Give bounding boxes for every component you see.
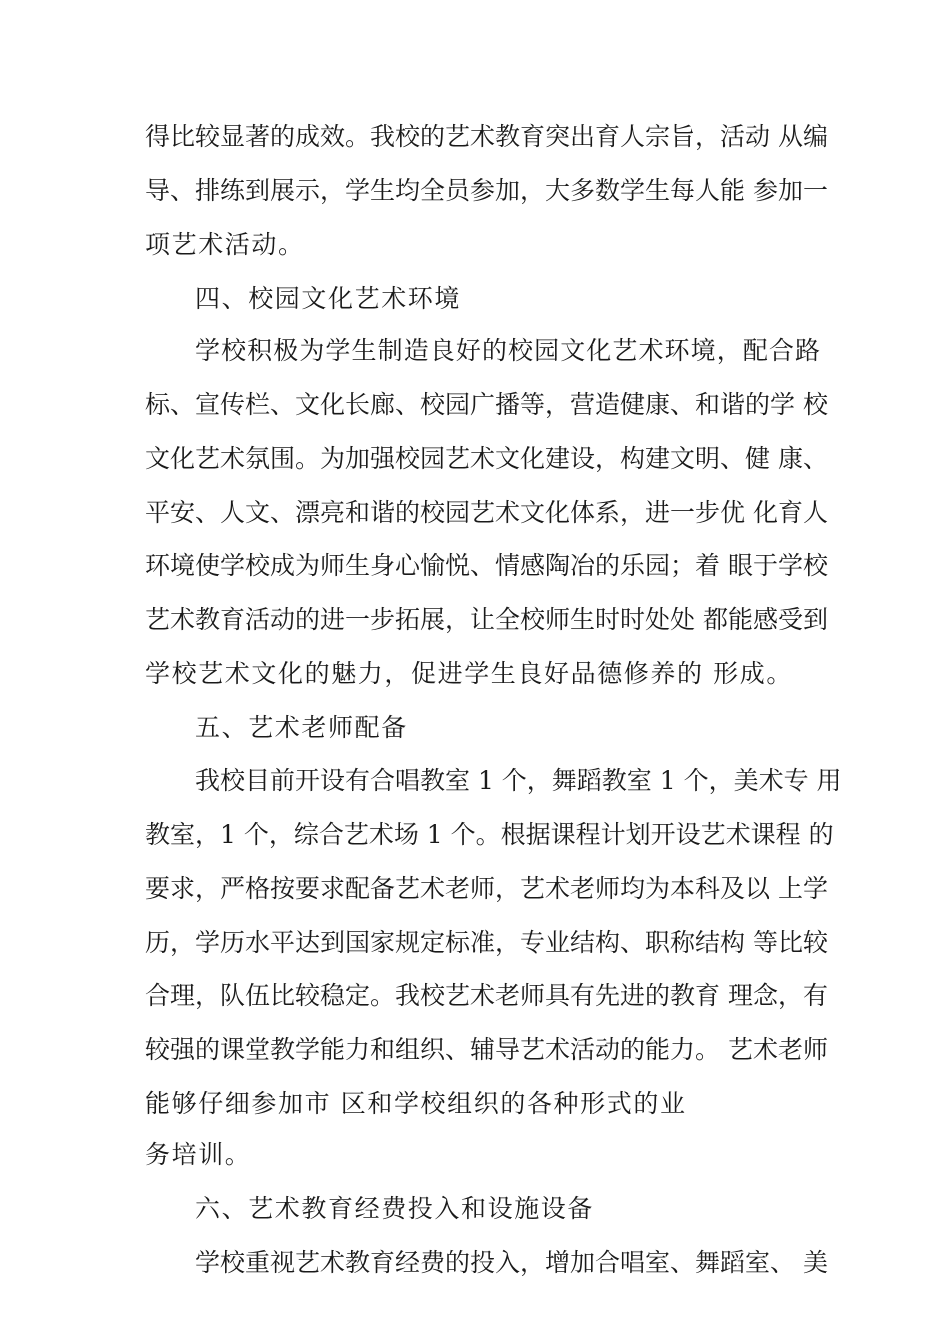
section-heading: 四、校园文化艺术环境 xyxy=(195,284,462,313)
paragraph-line: 我校目前开设有合唱教室 1 个，舞蹈教室 1 个，美术专 用 xyxy=(195,766,842,795)
paragraph-line: 艺术教育活动的进一步拓展，让全校师生时时处处 都能感受到 xyxy=(145,605,828,634)
section-heading: 六、艺术教育经费投入和设施设备 xyxy=(195,1194,595,1223)
paragraph-line: 要求，严格按要求配备艺术老师，艺术老师均为本科及以 上学 xyxy=(145,874,828,903)
paragraph-line: 项艺术活动。 xyxy=(145,230,305,259)
paragraph-line: 务培训。 xyxy=(145,1140,252,1169)
section-heading: 五、艺术老师配备 xyxy=(195,713,408,742)
paragraph-line: 学校重视艺术教育经费的投入，增加合唱室、舞蹈室、 美 xyxy=(195,1248,828,1277)
paragraph-line: 学校艺术文化的魅力，促进学生良好品德修养的 形成。 xyxy=(145,659,793,688)
paragraph-line: 文化艺术氛围。为加强校园艺术文化建设，构建文明、健 康、 xyxy=(145,444,828,473)
paragraph-line: 能够仔细参加市 区和学校组织的各种形式的业 xyxy=(145,1089,687,1118)
paragraph-line: 导、排练到展示，学生均全员参加，大多数学生每人能 参加一 xyxy=(145,176,828,205)
paragraph-line: 较强的课堂教学能力和组织、辅导艺术活动的能力。 艺术老师 xyxy=(145,1035,828,1064)
paragraph-line: 环境使学校成为师生身心愉悦、情感陶冶的乐园；着 眼于学校 xyxy=(145,551,828,580)
paragraph-line: 学校积极为学生制造良好的校园文化艺术环境，配合路 xyxy=(195,336,820,365)
paragraph-line: 得比较显著的成效。我校的艺术教育突出育人宗旨，活动 从编 xyxy=(145,122,828,151)
paragraph-line: 教室，1 个，综合艺术场 1 个。根据课程计划开设艺术课程 的 xyxy=(145,820,834,849)
paragraph-line: 合理，队伍比较稳定。我校艺术老师具有先进的教育 理念，有 xyxy=(145,981,828,1010)
paragraph-line: 历，学历水平达到国家规定标准，专业结构、职称结构 等比较 xyxy=(145,928,828,957)
paragraph-line: 平安、人文、漂亮和谐的校园艺术文化体系，进一步优 化育人 xyxy=(145,498,828,527)
paragraph-line: 标、宣传栏、文化长廊、校园广播等，营造健康、和谐的学 校 xyxy=(145,390,828,419)
